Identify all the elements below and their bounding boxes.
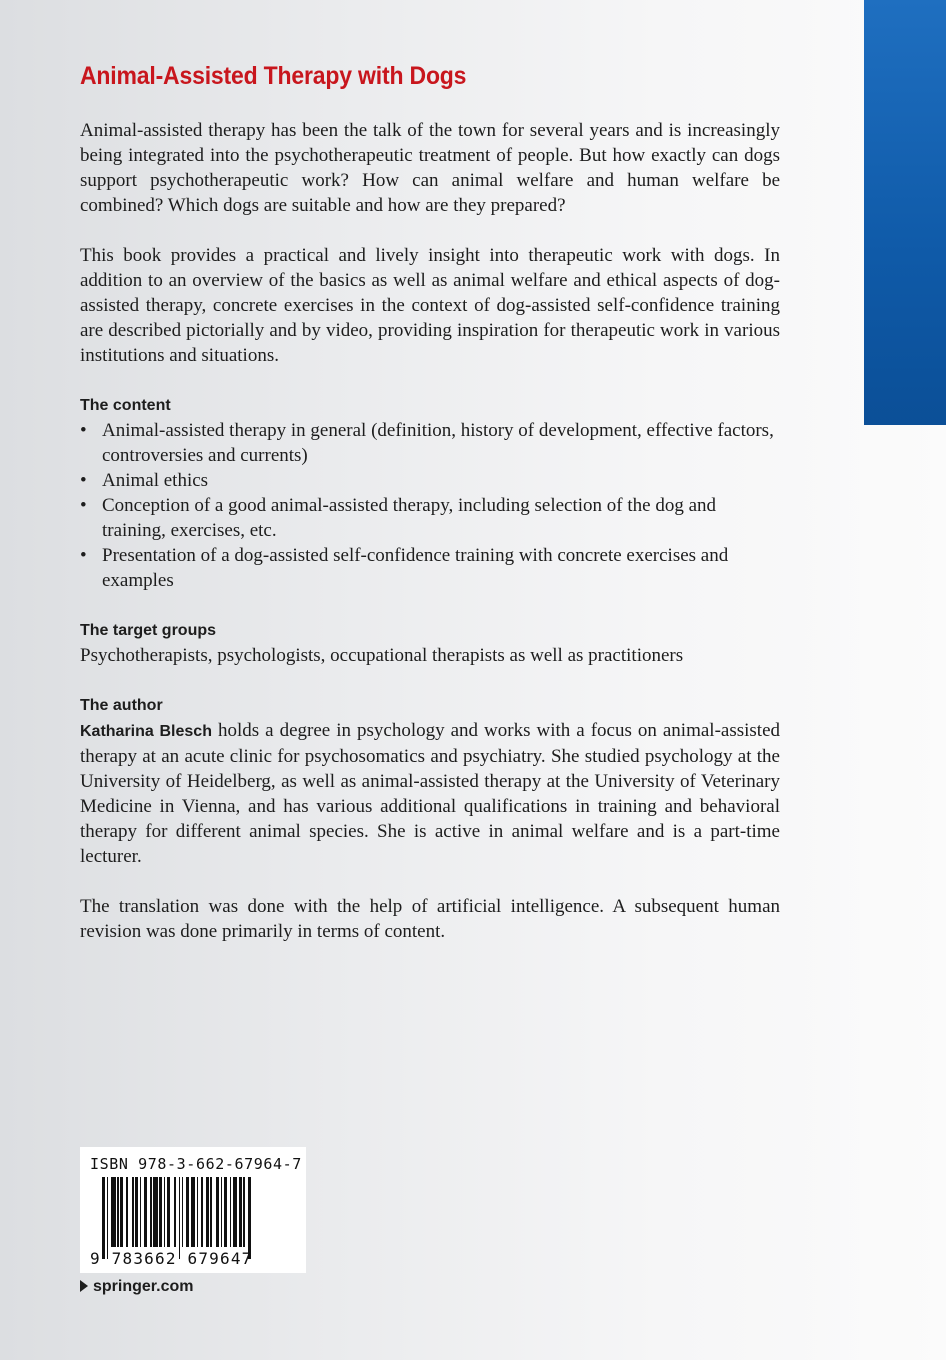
description-paragraph: This book provides a practical and lively insight into therapeutic work with dogs. In addition to an overview of the basics as well as animal welfare and ethical aspects of dog-assisted therapy, concrete exercises in the context of dog-assisted self-confidence training are described pictorially and by video, providing inspiration for therapeutic work in various institutions and situations. [80,245,780,366]
list-item: • Presentation of a dog-assisted self-confidence training with concrete exercises and examples [80,543,780,593]
intro-paragraph: Animal-assisted therapy has been the talk of the town for several years and is increasingly being integrated into the psychotherapeutic treatment of people. But how exactly can dogs support psychotherapeutic work? How can animal welfare and human welfare be combined? Which dogs are suitable and how are they prepared? [80,120,780,216]
barcode-bar [221,1177,223,1247]
content-heading: The content [80,397,171,414]
book-title: Animal-Assisted Therapy with Dogs [80,62,467,90]
translation-note: The translation was done with the help of artificial intelligence. A subsequent human revision was done primarily in terms of content. [80,896,780,942]
barcode-bar [182,1177,184,1247]
target-groups-text: Psychotherapists, psychologists, occupational therapists as well as practitioners [80,645,684,666]
list-item: • Animal-assisted therapy in general (definition, history of development, effective factors, controversies and currents) [80,418,780,468]
barcode-bar [120,1177,123,1247]
barcode-bar [111,1177,116,1247]
barcode-bar [150,1177,152,1247]
author-bio [80,718,780,869]
barcode-bar [159,1177,162,1247]
barcode-bar [179,1177,181,1259]
barcode-bar [233,1177,238,1247]
target-groups-heading: The target groups [80,622,217,639]
author-bio-text: holds a degree in psychology and works with a focus on animal-assisted therapy at an acute clinic for psychosomatics and psychiatry. She studied psychology at the University of Heidelberg, as well as animal-assisted therapy at the University of Veterinary Medicine in Vienna, and has various additional qualifications in training and behavioral therapy for different animal species. She is active in animal welfare and is a part-time lecturer. [80,720,781,867]
barcode-bar [153,1177,158,1247]
barcode-bar [164,1177,166,1247]
barcode-bar [117,1177,119,1247]
barcode-bar [174,1177,176,1247]
content-list [80,418,780,593]
barcode-bar [206,1177,209,1247]
publisher-link[interactable] [80,1278,193,1296]
barcode-bar [201,1177,203,1247]
isbn-barcode [80,1147,306,1273]
barcode-bar [107,1177,109,1259]
barcode-bar [239,1177,242,1247]
barcode-bar [144,1177,147,1247]
barcode-bar [102,1177,105,1259]
barcode-bar [167,1177,170,1247]
barcode-bar [132,1177,134,1247]
author-heading: The author [80,697,163,714]
barcode-bars [102,1177,298,1247]
back-cover-content [80,62,780,944]
play-arrow-icon [80,1280,88,1292]
barcode-bar [197,1177,199,1247]
barcode-bar [243,1177,245,1247]
barcode-bar [140,1177,142,1247]
barcode-bar [248,1177,251,1259]
barcode-bar [126,1177,128,1247]
barcode-bar [224,1177,227,1247]
barcode-bar [216,1177,219,1247]
barcode-bar [230,1177,232,1247]
barcode-bar [191,1177,196,1247]
barcode-bar [186,1177,189,1247]
barcode-bar [135,1177,138,1247]
list-item: • Animal ethics [80,468,780,493]
isbn-label: ISBN 978-3-662-67964-7 [90,1155,302,1173]
publisher-link-text: springer.com [93,1278,194,1295]
barcode-digits: 9 783662 679647 [90,1249,253,1268]
author-name: Katharina Blesch [80,723,212,740]
barcode-bar [210,1177,212,1247]
list-item: • Conception of a good animal-assisted therapy, including selection of the dog and training, exercises, etc. [80,493,780,543]
decorative-blue-bar [864,0,946,425]
